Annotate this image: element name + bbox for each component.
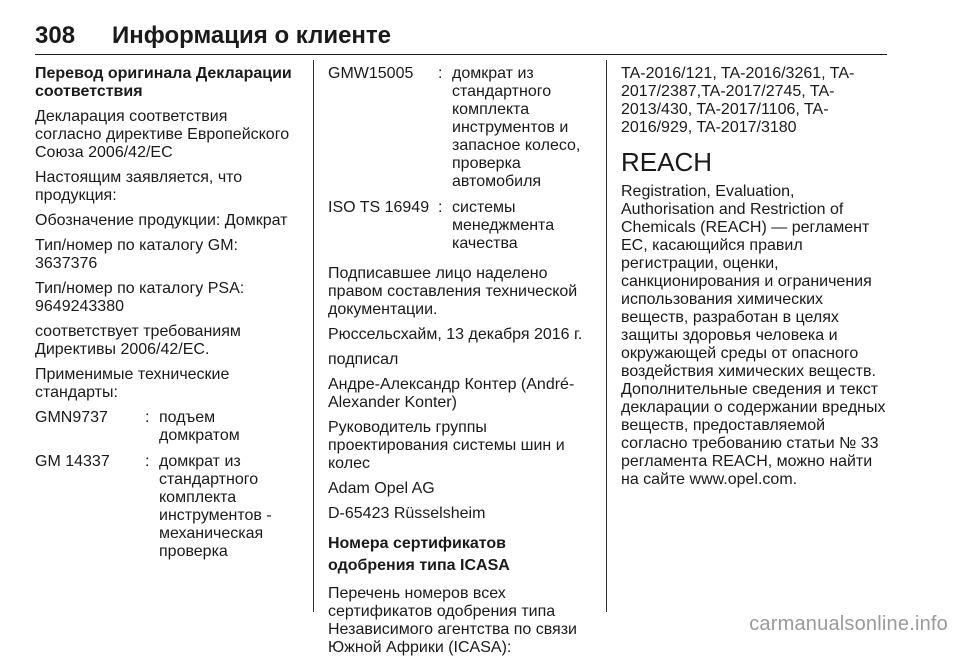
icasa-certificate-numbers: TA-2016/121, TA-2016/3261, TA-2017/2387,TA-2017/2745, TA-2013/430, TA-2017/1106, TA-2016/929, TA-2017/3180 bbox=[621, 65, 855, 136]
company-address: D-65423 Rüsselsheim bbox=[328, 505, 486, 522]
standard-desc: системы менеджмента качества bbox=[452, 199, 555, 252]
psa-part-number bbox=[35, 280, 297, 316]
gm-part-number bbox=[35, 237, 297, 273]
declaration-text: Декларация соответствия согласно директиве Европейского Союза 2006/42/EC bbox=[35, 108, 290, 161]
standards-list-continued bbox=[328, 65, 590, 253]
standard-desc: подъем домкратом bbox=[159, 409, 240, 444]
signatory-position: Руководитель группы проектирования системы шин и колес bbox=[328, 419, 565, 472]
declaration-statement: Настоящим заявляется, что продукция: bbox=[35, 169, 243, 204]
standard-desc: домкрат из стандартного комплекта инструментов - механическая проверка bbox=[159, 453, 272, 560]
icasa-heading: Номера сертификатов одобрения типа ICASA bbox=[328, 535, 510, 574]
standard-item bbox=[35, 453, 297, 561]
standards-intro: Применимые технические стандарты: bbox=[35, 366, 230, 401]
standard-item bbox=[328, 199, 590, 253]
site-watermark: carmanualsonline.info bbox=[749, 613, 948, 635]
company-name: Adam Opel AG bbox=[328, 480, 435, 497]
column-3 bbox=[621, 65, 889, 496]
page-title: Информация о клиенте bbox=[112, 22, 392, 49]
standards-list bbox=[35, 409, 297, 561]
reach-heading: REACH bbox=[621, 147, 713, 177]
product-designation: Обозначение продукции: Домкрат bbox=[35, 212, 288, 229]
page-header bbox=[35, 20, 887, 55]
reach-text: Registration, Evaluation, Authorisation and Restriction of Chemicals (REACH) — регламент ЕС, касающийся правил регистрации, оценки, санкционирования и ограничения использования химических веществ, разработан в целях защиты здоровья человека и окружающей среды от опасного воздействия химических веществ. Дополнительные сведения и текст декларации о содержании вредных веществ, предоставляемой согласно требованию статьи № 33 регламента REACH, можно найти на сайте www.opel.com. bbox=[621, 183, 886, 488]
standard-code: GMN9737 bbox=[35, 409, 108, 426]
standard-desc: домкрат из стандартного комплекта инструментов и запасное колесо, проверка автомобиля bbox=[452, 65, 581, 190]
standard-colon: : bbox=[438, 65, 443, 82]
signatory-name: Андре-Александр Контер (André-Alexander Konter) bbox=[328, 376, 575, 411]
standard-colon: : bbox=[438, 199, 443, 216]
standard-code: GMW15005 bbox=[328, 65, 414, 82]
psa-part-label: Тип/номер по каталогу PSA: bbox=[35, 280, 245, 297]
column-divider-2 bbox=[606, 60, 607, 612]
gm-part-label: Тип/номер по каталогу GM: bbox=[35, 237, 238, 254]
gm-part-value: 3637376 bbox=[35, 255, 98, 272]
column-2 bbox=[328, 65, 590, 664]
standard-code: ISO TS 16949 bbox=[328, 199, 430, 216]
declaration-heading: Перевод оригинала Декларации соответствия bbox=[35, 65, 292, 100]
place-date: Рюссельсхайм, 13 декабря 2016 г. bbox=[328, 326, 583, 343]
signed-by: подписал bbox=[328, 351, 399, 368]
column-1 bbox=[35, 65, 297, 569]
icasa-text: Перечень номеров всех сертификатов одобрения типа Независимого агентства по связи Южной Африки (ICASA): bbox=[328, 585, 577, 656]
column-divider-1 bbox=[313, 60, 314, 612]
standard-code: GM 14337 bbox=[35, 453, 110, 470]
standard-item bbox=[328, 65, 590, 191]
standard-colon: : bbox=[145, 409, 150, 426]
psa-part-value: 9649243380 bbox=[35, 298, 124, 315]
standard-colon: : bbox=[145, 453, 150, 470]
standard-item bbox=[35, 409, 297, 445]
page-number: 308 bbox=[35, 22, 76, 49]
signatory-authority: Подписавшее лицо наделено правом составления технической документации. bbox=[328, 265, 578, 318]
compliance-text: соответствует требованиям Директивы 2006/42/EC. bbox=[35, 323, 241, 358]
